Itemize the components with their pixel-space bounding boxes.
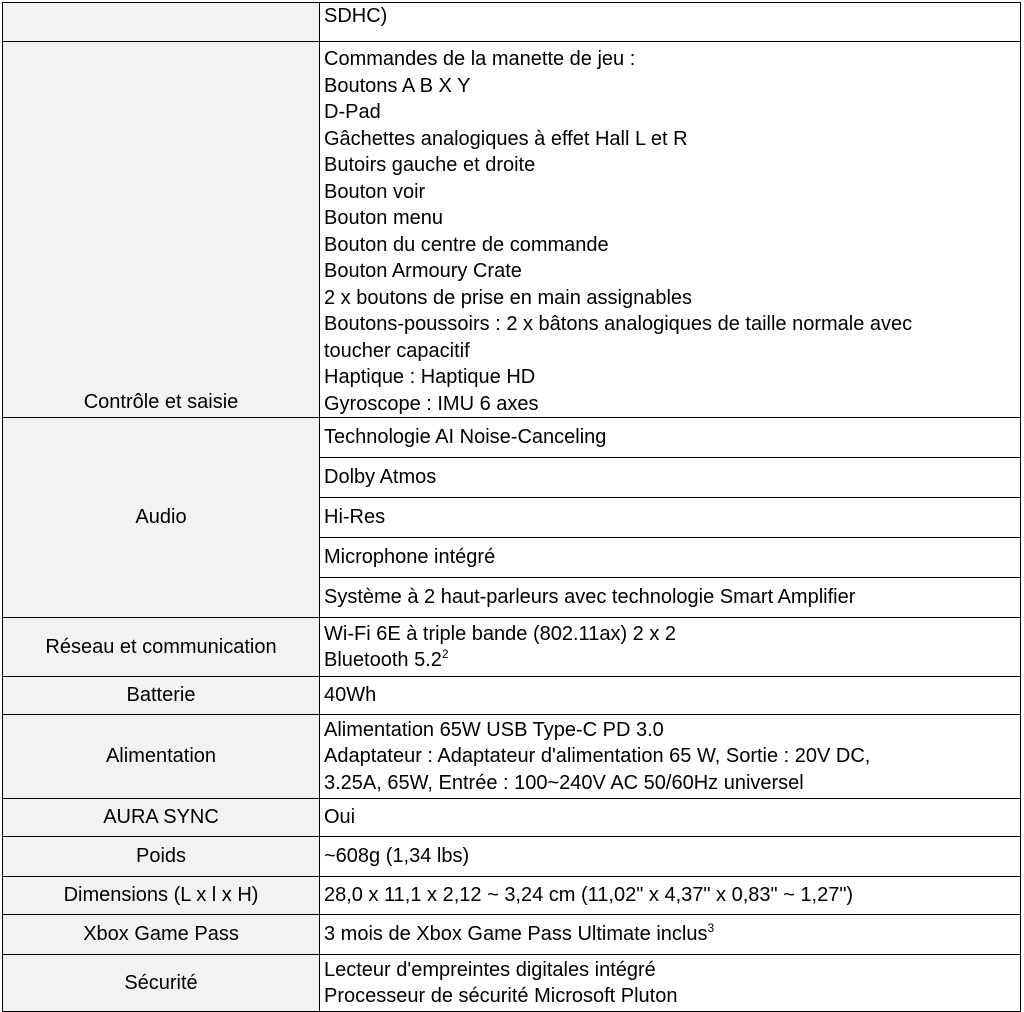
controls-line: Commandes de la manette de jeu : [324,48,636,70]
spec-value-network [320,618,1021,677]
spec-label-aura-sync: AURA SYNC [3,799,320,837]
spec-value-weight: ~608g (1,34 lbs) [320,837,1021,877]
power-line: 3.25A, 65W, Entrée : 100~240V AC 50/60Hz universel [324,771,804,794]
storage-line: SDHC) [324,5,388,27]
controls-line: Bouton Armoury Crate [324,260,522,282]
audio-item: Hi-Res [320,498,1021,538]
spec-row-power [3,715,1021,799]
spec-label-dimensions: Dimensions (L x l x H) [3,877,320,915]
audio-item: Système à 2 haut-parleurs avec technologie Smart Amplifier [320,578,1021,618]
spec-row-network [3,618,1021,677]
spec-label-audio: Audio [3,418,320,618]
controls-line: Gyroscope : IMU 6 axes [324,392,539,415]
controls-line: toucher capacitif [324,339,470,362]
network-line: Wi-Fi 6E à triple bande (802.11ax) 2 x 2 [324,622,677,645]
game-pass-text: 3 mois de Xbox Game Pass Ultimate inclus [324,923,708,946]
controls-line: Boutons-poussoirs : 2 x bâtons analogiques de taille normale avec [324,313,913,335]
bluetooth-text: Bluetooth 5.2 [324,649,442,671]
footnote-marker: 3 [707,921,715,936]
security-line: Lecteur d'empreintes digitales intégré [324,958,656,981]
network-line [324,647,1020,674]
spec-value-dimensions: 28,0 x 11,1 x 2,12 ~ 3,24 cm (11,02" x 4,37" x 0,83" ~ 1,27") [320,877,1021,915]
controls-line: Gâchettes analogiques à effet Hall L et R [324,127,688,150]
controls-line: 2 x boutons de prise en main assignables [324,286,693,309]
spec-row-controls [3,42,1021,418]
spec-label-network: Réseau et communication [3,618,320,677]
spec-label-weight: Poids [3,837,320,877]
controls-line: Boutons A B X Y [324,74,471,97]
spec-row-weight [3,837,1021,877]
controls-line: Haptique : Haptique HD [324,366,536,388]
power-line: Adaptateur : Adaptateur d'alimentation 65 W, Sortie : 20V DC, [324,745,871,768]
spec-row-game-pass [3,915,1021,955]
power-line: Alimentation 65W USB Type-C PD 3.0 [324,718,664,741]
controls-line: Bouton du centre de commande [324,233,609,256]
spec-label-power: Alimentation [3,715,320,799]
audio-item: Dolby Atmos [320,458,1021,498]
security-line: Processeur de sécurité Microsoft Pluton [324,985,678,1007]
spec-label-game-pass: Xbox Game Pass [3,915,320,955]
spec-value-power [320,715,1021,799]
spec-row-storage [3,3,1021,42]
spec-table [2,2,1021,1012]
spec-row-security [3,955,1021,1012]
spec-row-dimensions [3,877,1021,915]
spec-label-security: Sécurité [3,955,320,1012]
spec-value-security [320,955,1021,1012]
controls-line: Butoirs gauche et droite [324,154,536,176]
spec-row-aura-sync [3,799,1021,837]
spec-value-controls [320,42,1021,418]
spec-label-controls: Contrôle et saisie [3,42,320,418]
spec-row-battery [3,677,1021,715]
audio-item: Technologie AI Noise-Canceling [320,418,1021,458]
footnote-marker: 2 [441,647,449,661]
controls-line: Bouton menu [324,207,443,229]
spec-value-battery: 40Wh [320,677,1021,715]
spec-row-audio [3,418,1021,458]
spec-label-storage [3,3,320,42]
audio-item: Microphone intégré [320,538,1021,578]
spec-label-battery: Batterie [3,677,320,715]
spec-value-storage [320,3,1021,42]
spec-value-aura-sync: Oui [320,799,1021,837]
controls-line: D-Pad [324,101,381,123]
controls-line: Bouton voir [324,180,426,203]
spec-value-game-pass [320,915,1021,955]
